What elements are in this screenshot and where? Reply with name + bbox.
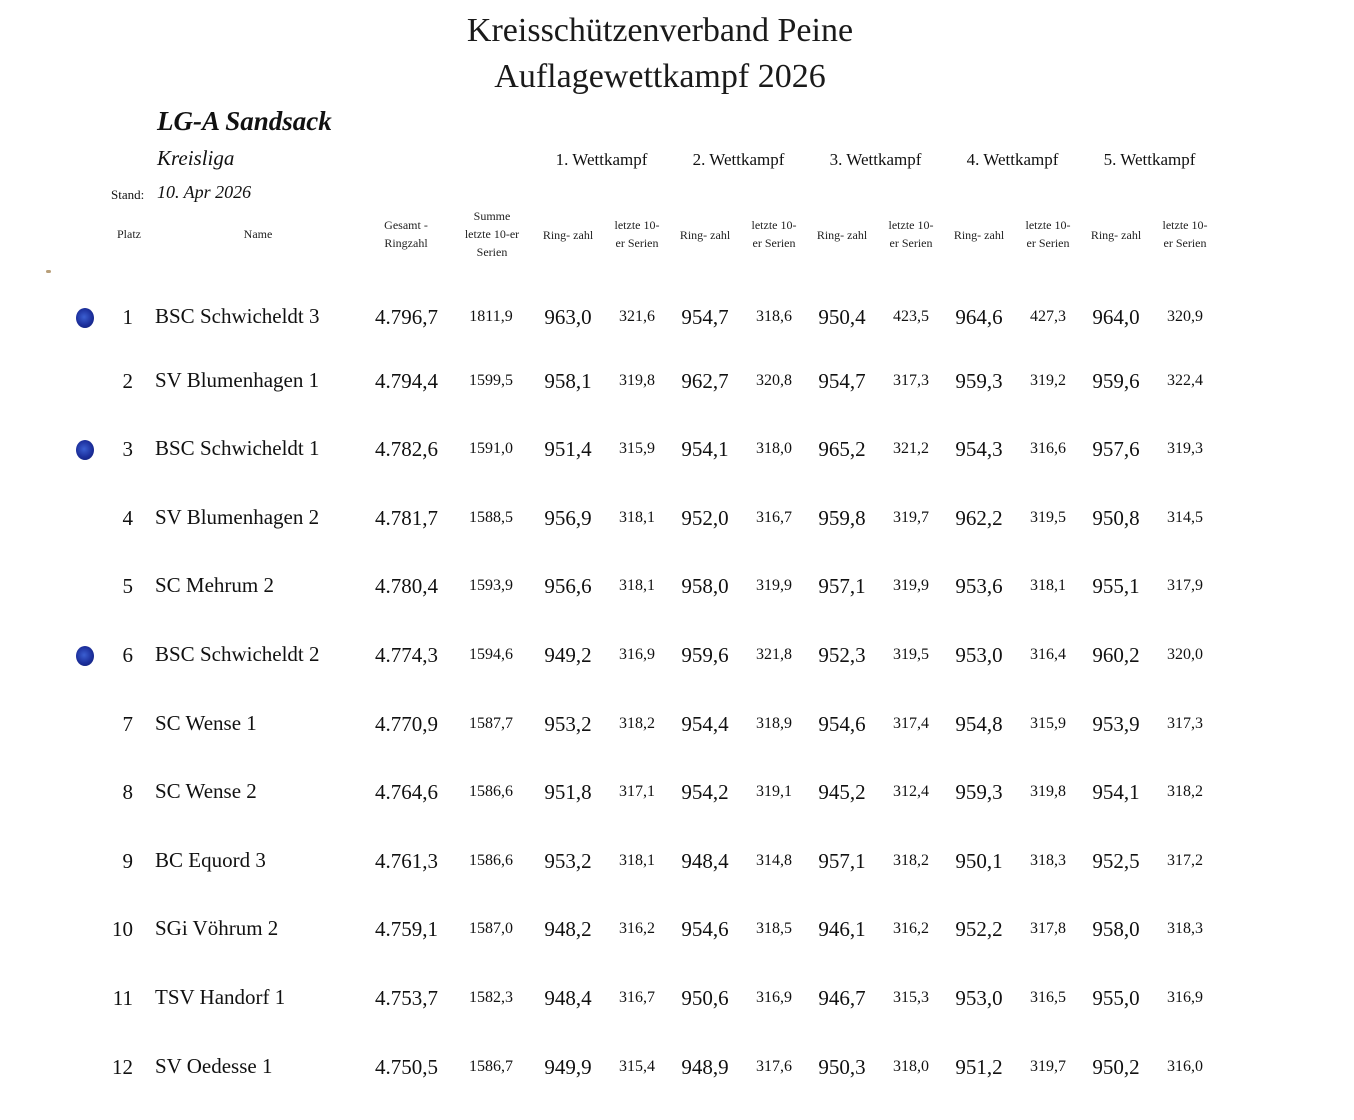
ringzahl-cell: 953,2 [544, 712, 592, 736]
column-header-letzte-line2: er Serien [752, 236, 796, 250]
team-name-cell: SV Blumenhagen 1 [155, 368, 320, 392]
letzte-serien-cell: 317,4 [893, 715, 929, 732]
total-ringzahl-cell: 4.759,1 [375, 917, 438, 941]
ringzahl-cell: 955,0 [1092, 986, 1140, 1010]
summe-serien-cell: 1587,0 [469, 920, 513, 937]
ringzahl-cell: 951,8 [544, 780, 592, 804]
letzte-serien-cell: 316,9 [756, 989, 792, 1006]
column-header-letzte-line2: er Serien [889, 236, 933, 250]
ringzahl-cell: 954,8 [955, 712, 1003, 736]
discipline-title: LG-A Sandsack [157, 106, 332, 136]
ringzahl-cell: 954,4 [681, 712, 729, 736]
letzte-serien-cell: 316,6 [1030, 440, 1066, 457]
total-ringzahl-cell: 4.753,7 [375, 986, 438, 1010]
total-ringzahl-cell: 4.774,3 [375, 643, 438, 667]
table-row [0, 983, 1354, 1023]
letzte-serien-cell: 319,8 [619, 372, 655, 389]
ringzahl-cell: 946,7 [818, 986, 866, 1010]
letzte-serien-cell: 316,7 [756, 509, 792, 526]
letzte-serien-cell: 322,4 [1167, 372, 1203, 389]
ringzahl-cell: 954,2 [681, 780, 729, 804]
letzte-serien-cell: 317,3 [1167, 715, 1203, 732]
ringzahl-cell: 954,1 [681, 437, 729, 461]
ringzahl-cell: 953,9 [1092, 712, 1140, 736]
ringzahl-cell: 953,6 [955, 574, 1003, 598]
ringzahl-cell: 959,6 [1092, 369, 1140, 393]
column-header-letzte-serien [743, 216, 805, 252]
ringzahl-cell: 964,0 [1092, 305, 1140, 329]
letzte-serien-cell: 314,5 [1167, 509, 1203, 526]
letzte-serien-cell: 318,2 [619, 715, 655, 732]
column-header-letzte-line1: letzte 10- [888, 218, 934, 232]
ringzahl-cell: 951,2 [955, 1055, 1003, 1079]
stand-label: Stand: [111, 187, 145, 202]
column-header-summe [452, 207, 532, 261]
competition-header-2: 2. Wettkampf [692, 150, 785, 169]
table-row [0, 503, 1354, 543]
rank-cell: 3 [122, 437, 133, 461]
scan-speck [46, 270, 51, 273]
column-header-ringzahl: Ring- zahl [1090, 228, 1142, 242]
ringzahl-cell: 954,7 [681, 305, 729, 329]
summe-serien-cell: 1587,7 [469, 715, 513, 732]
letzte-serien-cell: 316,9 [1167, 989, 1203, 1006]
letzte-serien-cell: 317,8 [1030, 920, 1066, 937]
ringzahl-cell: 953,2 [544, 849, 592, 873]
column-header-letzte-serien [1017, 216, 1079, 252]
letzte-serien-cell: 320,0 [1167, 646, 1203, 663]
table-row [0, 1052, 1354, 1092]
letzte-serien-cell: 319,9 [756, 577, 792, 594]
ink-mark-icon [76, 440, 94, 460]
ringzahl-cell: 964,6 [955, 305, 1003, 329]
letzte-serien-cell: 320,9 [1167, 308, 1203, 325]
letzte-serien-cell: 321,6 [619, 308, 655, 325]
letzte-serien-cell: 317,2 [1167, 852, 1203, 869]
table-row [0, 914, 1354, 954]
ringzahl-cell: 952,2 [955, 917, 1003, 941]
ringzahl-cell: 955,1 [1092, 574, 1140, 598]
ringzahl-cell: 950,6 [681, 986, 729, 1010]
rank-cell: 8 [122, 780, 133, 804]
letzte-serien-cell: 318,3 [1167, 920, 1203, 937]
letzte-serien-cell: 318,6 [756, 308, 792, 325]
ringzahl-cell: 954,7 [818, 369, 866, 393]
rank-cell: 1 [122, 305, 133, 329]
ringzahl-cell: 958,1 [544, 369, 592, 393]
competition-header-3: 3. Wettkampf [829, 150, 922, 169]
document-title-line2: Auflagewettkampf 2026 [494, 58, 826, 95]
team-name-cell: SC Wense 1 [155, 711, 257, 735]
letzte-serien-cell: 316,5 [1030, 989, 1066, 1006]
ringzahl-cell: 959,6 [681, 643, 729, 667]
letzte-serien-cell: 317,3 [893, 372, 929, 389]
rank-cell: 5 [122, 574, 133, 598]
letzte-serien-cell: 312,4 [893, 783, 929, 800]
ringzahl-cell: 949,2 [544, 643, 592, 667]
column-header-letzte-serien [880, 216, 942, 252]
letzte-serien-cell: 315,3 [893, 989, 929, 1006]
column-header-letzte-line1: letzte 10- [614, 218, 660, 232]
ringzahl-cell: 950,8 [1092, 506, 1140, 530]
letzte-serien-cell: 319,7 [893, 509, 929, 526]
letzte-serien-cell: 315,4 [619, 1058, 655, 1075]
letzte-serien-cell: 315,9 [1030, 715, 1066, 732]
total-ringzahl-cell: 4.796,7 [375, 305, 438, 329]
ringzahl-cell: 952,3 [818, 643, 866, 667]
ringzahl-cell: 949,9 [544, 1055, 592, 1079]
letzte-serien-cell: 317,9 [1167, 577, 1203, 594]
letzte-serien-cell: 318,3 [1030, 852, 1066, 869]
column-header-ringzahl: Ring- zahl [679, 228, 731, 242]
total-ringzahl-cell: 4.780,4 [375, 574, 438, 598]
ringzahl-cell: 956,9 [544, 506, 592, 530]
letzte-serien-cell: 321,8 [756, 646, 792, 663]
team-name-cell: SC Mehrum 2 [155, 573, 275, 597]
team-name-cell: SV Oedesse 1 [155, 1054, 273, 1078]
team-name-cell: SC Wense 2 [155, 779, 257, 803]
table-row [0, 640, 1354, 680]
ringzahl-cell: 948,4 [544, 986, 592, 1010]
ringzahl-cell: 954,1 [1092, 780, 1140, 804]
letzte-serien-cell: 318,0 [893, 1058, 929, 1075]
ringzahl-cell: 958,0 [1092, 917, 1140, 941]
letzte-serien-cell: 318,5 [756, 920, 792, 937]
column-header-letzte-line1: letzte 10- [1025, 218, 1071, 232]
column-header-summe-line1: Summe [473, 209, 511, 223]
ringzahl-cell: 959,8 [818, 506, 866, 530]
letzte-serien-cell: 317,1 [619, 783, 655, 800]
column-header-platz: Platz [117, 227, 141, 241]
total-ringzahl-cell: 4.764,6 [375, 780, 438, 804]
letzte-serien-cell: 423,5 [893, 308, 929, 325]
ringzahl-cell: 952,0 [681, 506, 729, 530]
ringzahl-cell: 950,1 [955, 849, 1003, 873]
total-ringzahl-cell: 4.750,5 [375, 1055, 438, 1079]
team-name-cell: SGi Vöhrum 2 [155, 916, 279, 940]
summe-serien-cell: 1582,3 [469, 989, 513, 1006]
letzte-serien-cell: 319,9 [893, 577, 929, 594]
rank-cell: 4 [122, 506, 133, 530]
ringzahl-cell: 956,6 [544, 574, 592, 598]
total-ringzahl-cell: 4.761,3 [375, 849, 438, 873]
ringzahl-cell: 945,2 [818, 780, 866, 804]
ringzahl-cell: 946,1 [818, 917, 866, 941]
letzte-serien-cell: 317,6 [756, 1058, 792, 1075]
rank-cell: 7 [122, 712, 133, 736]
column-header-letzte-serien [606, 216, 668, 252]
letzte-serien-cell: 319,5 [1030, 509, 1066, 526]
letzte-serien-cell: 316,4 [1030, 646, 1066, 663]
stand-date: 10. Apr 2026 [157, 182, 252, 202]
column-header-name: Name [243, 227, 273, 241]
letzte-serien-cell: 318,1 [619, 852, 655, 869]
ringzahl-cell: 957,1 [818, 849, 866, 873]
team-name-cell: SV Blumenhagen 2 [155, 505, 320, 529]
ink-mark-icon [76, 308, 94, 328]
table-row [0, 777, 1354, 817]
ringzahl-cell: 962,2 [955, 506, 1003, 530]
ringzahl-cell: 950,4 [818, 305, 866, 329]
letzte-serien-cell: 318,0 [756, 440, 792, 457]
letzte-serien-cell: 319,5 [893, 646, 929, 663]
rank-cell: 12 [112, 1055, 133, 1079]
table-row [0, 366, 1354, 406]
letzte-serien-cell: 316,7 [619, 989, 655, 1006]
ringzahl-cell: 952,5 [1092, 849, 1140, 873]
ringzahl-cell: 959,3 [955, 369, 1003, 393]
letzte-serien-cell: 319,3 [1167, 440, 1203, 457]
team-name-cell: TSV Handorf 1 [155, 985, 286, 1009]
table-row [0, 571, 1354, 611]
letzte-serien-cell: 316,2 [619, 920, 655, 937]
ringzahl-cell: 965,2 [818, 437, 866, 461]
total-ringzahl-cell: 4.794,4 [375, 369, 438, 393]
column-header-letzte-line2: er Serien [1163, 236, 1207, 250]
letzte-serien-cell: 319,7 [1030, 1058, 1066, 1075]
document-title-line1: Kreisschützenverband Peine [466, 12, 854, 49]
table-row [0, 846, 1354, 886]
total-ringzahl-cell: 4.781,7 [375, 506, 438, 530]
column-header-ringzahl: Ring- zahl [953, 228, 1005, 242]
letzte-serien-cell: 316,9 [619, 646, 655, 663]
ringzahl-cell: 957,6 [1092, 437, 1140, 461]
summe-serien-cell: 1586,6 [469, 852, 513, 869]
column-header-gesamt [366, 216, 446, 252]
ringzahl-cell: 960,2 [1092, 643, 1140, 667]
column-header-ringzahl: Ring- zahl [816, 228, 868, 242]
summe-serien-cell: 1586,7 [469, 1058, 513, 1075]
letzte-serien-cell: 315,9 [619, 440, 655, 457]
column-header-letzte-serien [1154, 216, 1216, 252]
rank-cell: 10 [112, 917, 133, 941]
ringzahl-cell: 954,6 [681, 917, 729, 941]
letzte-serien-cell: 316,0 [1167, 1058, 1203, 1075]
rank-cell: 6 [122, 643, 133, 667]
letzte-serien-cell: 427,3 [1030, 308, 1066, 325]
letzte-serien-cell: 318,1 [619, 509, 655, 526]
table-row [0, 434, 1354, 474]
team-name-cell: BC Equord 3 [155, 848, 266, 872]
summe-serien-cell: 1811,9 [469, 308, 513, 325]
column-header-letzte-line2: er Serien [615, 236, 659, 250]
total-ringzahl-cell: 4.770,9 [375, 712, 438, 736]
ringzahl-cell: 954,3 [955, 437, 1003, 461]
ringzahl-cell: 957,1 [818, 574, 866, 598]
column-header-ringzahl: Ring- zahl [542, 228, 594, 242]
competition-header-1: 1. Wettkampf [555, 150, 648, 169]
team-name-cell: BSC Schwicheldt 2 [155, 642, 320, 666]
team-name-cell: BSC Schwicheldt 3 [155, 304, 320, 328]
letzte-serien-cell: 321,2 [893, 440, 929, 457]
ringzahl-cell: 950,3 [818, 1055, 866, 1079]
ringzahl-cell: 953,0 [955, 643, 1003, 667]
ringzahl-cell: 958,0 [681, 574, 729, 598]
column-header-gesamt-line2: Ringzahl [384, 236, 428, 250]
ringzahl-cell: 948,2 [544, 917, 592, 941]
summe-serien-cell: 1588,5 [469, 509, 513, 526]
ringzahl-cell: 963,0 [544, 305, 592, 329]
rank-cell: 9 [122, 849, 133, 873]
ringzahl-cell: 953,0 [955, 986, 1003, 1010]
letzte-serien-cell: 319,8 [1030, 783, 1066, 800]
competition-header-4: 4. Wettkampf [966, 150, 1059, 169]
ringzahl-cell: 950,2 [1092, 1055, 1140, 1079]
letzte-serien-cell: 316,2 [893, 920, 929, 937]
summe-serien-cell: 1599,5 [469, 372, 513, 389]
ringzahl-cell: 948,9 [681, 1055, 729, 1079]
rank-cell: 2 [122, 369, 133, 393]
rank-cell: 11 [112, 986, 133, 1010]
letzte-serien-cell: 320,8 [756, 372, 792, 389]
letzte-serien-cell: 318,2 [893, 852, 929, 869]
letzte-serien-cell: 318,1 [1030, 577, 1066, 594]
ringzahl-cell: 951,4 [544, 437, 592, 461]
ink-mark-icon [76, 646, 94, 666]
ringzahl-cell: 954,6 [818, 712, 866, 736]
team-name-cell: BSC Schwicheldt 1 [155, 436, 320, 460]
table-row [0, 709, 1354, 749]
competition-header-5: 5. Wettkampf [1103, 150, 1196, 169]
letzte-serien-cell: 318,2 [1167, 783, 1203, 800]
summe-serien-cell: 1591,0 [469, 440, 513, 457]
letzte-serien-cell: 319,1 [756, 783, 792, 800]
column-header-letzte-line1: letzte 10- [1162, 218, 1208, 232]
league-name: Kreisliga [157, 146, 235, 170]
letzte-serien-cell: 318,9 [756, 715, 792, 732]
letzte-serien-cell: 318,1 [619, 577, 655, 594]
column-header-gesamt-line1: Gesamt - [384, 218, 428, 232]
total-ringzahl-cell: 4.782,6 [375, 437, 438, 461]
summe-serien-cell: 1593,9 [469, 577, 513, 594]
summe-serien-cell: 1594,6 [469, 646, 513, 663]
table-row [0, 302, 1354, 342]
letzte-serien-cell: 319,2 [1030, 372, 1066, 389]
ringzahl-cell: 962,7 [681, 369, 729, 393]
column-header-letzte-line2: er Serien [1026, 236, 1070, 250]
ringzahl-cell: 948,4 [681, 849, 729, 873]
column-header-summe-line2: letzte 10-er [464, 227, 520, 241]
letzte-serien-cell: 314,8 [756, 852, 792, 869]
column-header-letzte-line1: letzte 10- [751, 218, 797, 232]
column-header-summe-line3: Serien [476, 245, 508, 259]
ringzahl-cell: 959,3 [955, 780, 1003, 804]
summe-serien-cell: 1586,6 [469, 783, 513, 800]
